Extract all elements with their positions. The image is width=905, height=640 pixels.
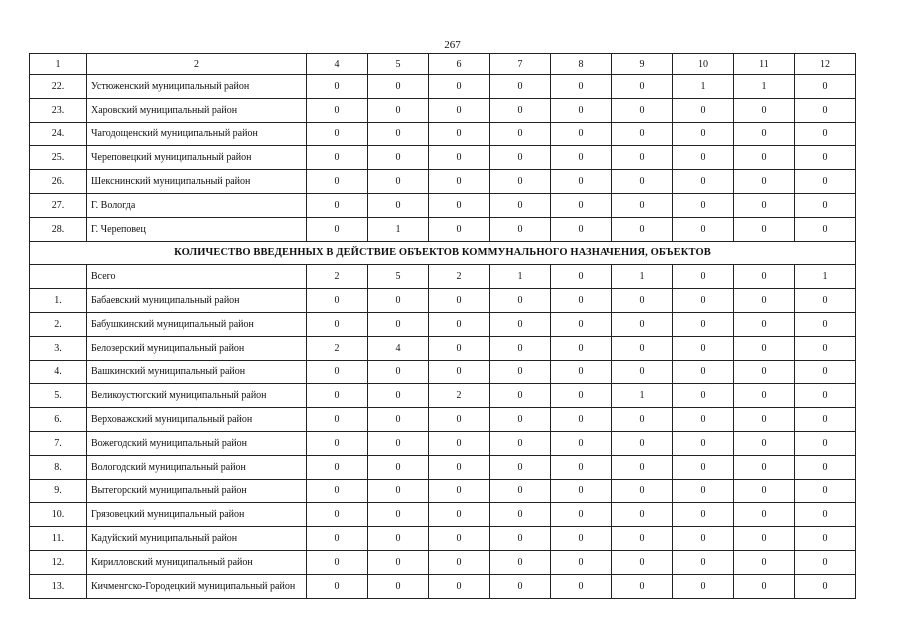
value-cell: 0 [490,170,551,194]
table-row [30,336,856,360]
district-name: Кирилловский муниципальный район [87,550,307,574]
table-row [30,98,856,122]
value-cell: 0 [368,75,429,99]
value-cell: 0 [795,170,856,194]
value-cell: 0 [551,384,612,408]
value-cell: 0 [368,527,429,551]
value-cell: 1 [612,265,673,289]
value-cell: 0 [795,289,856,313]
row-number: 12. [30,550,87,574]
value-cell: 0 [307,384,368,408]
value-cell: 0 [307,170,368,194]
table-row [30,170,856,194]
value-cell: 0 [673,98,734,122]
value-cell: 0 [490,312,551,336]
table-row [30,455,856,479]
column-number: 7 [490,54,551,75]
value-cell: 0 [551,170,612,194]
value-cell: 0 [551,408,612,432]
statistics-table [29,53,856,599]
value-cell: 0 [368,503,429,527]
value-cell: 0 [307,550,368,574]
row-number: 7. [30,431,87,455]
district-name: Верховажский муниципальный район [87,408,307,432]
value-cell: 0 [673,312,734,336]
value-cell: 0 [368,574,429,598]
value-cell: 0 [368,170,429,194]
value-cell: 0 [612,170,673,194]
value-cell: 0 [551,122,612,146]
row-number: 26. [30,170,87,194]
value-cell: 0 [307,574,368,598]
table-row [30,265,856,289]
value-cell: 0 [734,312,795,336]
value-cell: 0 [551,550,612,574]
value-cell: 0 [551,503,612,527]
district-name: Харовский муниципальный район [87,98,307,122]
value-cell: 0 [551,312,612,336]
value-cell: 0 [612,574,673,598]
value-cell: 0 [490,550,551,574]
row-number [30,265,87,289]
value-cell: 0 [734,455,795,479]
value-cell: 0 [612,360,673,384]
column-number-row [30,54,856,75]
value-cell: 0 [612,527,673,551]
value-cell: 0 [795,360,856,384]
value-cell: 0 [673,408,734,432]
value-cell: 0 [490,336,551,360]
table-row [30,289,856,313]
value-cell: 0 [612,75,673,99]
value-cell: 0 [612,408,673,432]
column-number: 12 [795,54,856,75]
value-cell: 0 [734,527,795,551]
value-cell: 0 [429,146,490,170]
district-name: Всего [87,265,307,289]
value-cell: 0 [673,193,734,217]
value-cell: 0 [490,193,551,217]
value-cell: 0 [734,360,795,384]
value-cell: 0 [429,217,490,241]
table-row [30,431,856,455]
row-number: 4. [30,360,87,384]
value-cell: 0 [734,170,795,194]
value-cell: 0 [673,574,734,598]
column-number: 5 [368,54,429,75]
value-cell: 0 [368,193,429,217]
section-header-row [30,241,856,265]
table-row [30,503,856,527]
value-cell: 0 [368,312,429,336]
value-cell: 0 [551,455,612,479]
value-cell: 0 [490,122,551,146]
value-cell: 0 [490,360,551,384]
value-cell: 4 [368,336,429,360]
value-cell: 0 [673,265,734,289]
value-cell: 0 [429,122,490,146]
value-cell: 0 [551,75,612,99]
value-cell: 0 [612,98,673,122]
table-row [30,408,856,432]
table-row [30,479,856,503]
value-cell: 0 [368,360,429,384]
value-cell: 0 [429,75,490,99]
value-cell: 0 [734,336,795,360]
value-cell: 0 [490,503,551,527]
district-name: Вашкинский муниципальный район [87,360,307,384]
value-cell: 0 [490,384,551,408]
value-cell: 0 [551,574,612,598]
value-cell: 0 [307,503,368,527]
value-cell: 0 [490,408,551,432]
value-cell: 2 [307,265,368,289]
value-cell: 0 [307,408,368,432]
value-cell: 0 [795,527,856,551]
value-cell: 1 [612,384,673,408]
value-cell: 0 [612,550,673,574]
value-cell: 0 [429,455,490,479]
value-cell: 0 [368,122,429,146]
value-cell: 0 [429,527,490,551]
value-cell: 1 [673,75,734,99]
value-cell: 0 [734,431,795,455]
value-cell: 0 [551,336,612,360]
value-cell: 0 [551,146,612,170]
value-cell: 0 [551,527,612,551]
value-cell: 0 [490,479,551,503]
value-cell: 0 [795,479,856,503]
value-cell: 0 [490,289,551,313]
value-cell: 0 [795,550,856,574]
table-row [30,193,856,217]
value-cell: 0 [429,336,490,360]
value-cell: 0 [307,312,368,336]
value-cell: 0 [368,98,429,122]
row-number: 13. [30,574,87,598]
value-cell: 0 [551,98,612,122]
value-cell: 0 [368,146,429,170]
district-name: Г. Вологда [87,193,307,217]
value-cell: 0 [490,98,551,122]
value-cell: 0 [795,146,856,170]
value-cell: 0 [795,431,856,455]
page-number: 267 [444,39,461,51]
value-cell: 0 [368,408,429,432]
value-cell: 0 [368,289,429,313]
value-cell: 0 [612,217,673,241]
value-cell: 0 [673,146,734,170]
value-cell: 0 [307,217,368,241]
value-cell: 0 [490,527,551,551]
value-cell: 0 [429,98,490,122]
row-number: 1. [30,289,87,313]
value-cell: 0 [673,217,734,241]
value-cell: 0 [734,384,795,408]
value-cell: 0 [551,289,612,313]
value-cell: 0 [429,360,490,384]
value-cell: 0 [612,503,673,527]
column-number: 10 [673,54,734,75]
value-cell: 0 [429,550,490,574]
table-row [30,574,856,598]
value-cell: 0 [429,574,490,598]
value-cell: 0 [307,289,368,313]
value-cell: 0 [490,455,551,479]
value-cell: 0 [307,527,368,551]
row-number: 28. [30,217,87,241]
value-cell: 0 [551,360,612,384]
value-cell: 0 [734,574,795,598]
value-cell: 0 [734,503,795,527]
value-cell: 0 [368,479,429,503]
row-number: 22. [30,75,87,99]
value-cell: 2 [307,336,368,360]
table-row [30,360,856,384]
value-cell: 0 [490,217,551,241]
row-number: 27. [30,193,87,217]
value-cell: 0 [673,479,734,503]
district-name: Череповецкий муниципальный район [87,146,307,170]
table-body [30,54,856,599]
column-number: 2 [87,54,307,75]
table-row [30,384,856,408]
value-cell: 0 [490,146,551,170]
value-cell: 0 [673,122,734,146]
value-cell: 0 [551,217,612,241]
value-cell: 0 [734,550,795,574]
value-cell: 0 [734,289,795,313]
district-name: Кадуйский муниципальный район [87,527,307,551]
value-cell: 0 [612,193,673,217]
value-cell: 0 [307,479,368,503]
value-cell: 2 [429,384,490,408]
value-cell: 0 [795,574,856,598]
value-cell: 0 [551,193,612,217]
row-number: 8. [30,455,87,479]
value-cell: 0 [368,455,429,479]
value-cell: 0 [734,408,795,432]
district-name: Г. Череповец [87,217,307,241]
value-cell: 0 [429,408,490,432]
value-cell: 0 [551,479,612,503]
value-cell: 0 [612,431,673,455]
district-name: Вологодский муниципальный район [87,455,307,479]
value-cell: 1 [490,265,551,289]
row-number: 25. [30,146,87,170]
value-cell: 0 [307,75,368,99]
value-cell: 0 [673,527,734,551]
value-cell: 1 [368,217,429,241]
row-number: 10. [30,503,87,527]
table-row [30,217,856,241]
value-cell: 0 [734,146,795,170]
value-cell: 0 [307,193,368,217]
row-number: 11. [30,527,87,551]
value-cell: 0 [612,122,673,146]
district-name: Кичменгско-Городецкий муниципальный район [87,574,307,598]
value-cell: 0 [734,479,795,503]
column-number: 1 [30,54,87,75]
value-cell: 0 [734,193,795,217]
value-cell: 0 [612,146,673,170]
value-cell: 0 [795,193,856,217]
value-cell: 0 [429,431,490,455]
column-number: 11 [734,54,795,75]
column-number: 8 [551,54,612,75]
value-cell: 0 [673,455,734,479]
value-cell: 1 [734,75,795,99]
value-cell: 0 [551,265,612,289]
district-name: Великоустюгский муниципальный район [87,384,307,408]
value-cell: 0 [612,336,673,360]
row-number: 6. [30,408,87,432]
value-cell: 0 [795,312,856,336]
value-cell: 1 [795,265,856,289]
value-cell: 0 [795,384,856,408]
district-name: Устюженский муниципальный район [87,75,307,99]
row-number: 5. [30,384,87,408]
table-row [30,527,856,551]
value-cell: 0 [734,265,795,289]
value-cell: 0 [612,455,673,479]
value-cell: 0 [307,146,368,170]
value-cell: 0 [673,550,734,574]
district-name: Бабаевский муниципальный район [87,289,307,313]
row-number: 2. [30,312,87,336]
value-cell: 0 [429,193,490,217]
table-row [30,146,856,170]
value-cell: 0 [551,431,612,455]
value-cell: 0 [368,384,429,408]
district-name: Чагодощенский муниципальный район [87,122,307,146]
value-cell: 0 [429,479,490,503]
value-cell: 0 [307,431,368,455]
value-cell: 0 [429,503,490,527]
section-title: КОЛИЧЕСТВО ВВЕДЕННЫХ В ДЕЙСТВИЕ ОБЪЕКТОВ КОММУНАЛЬНОГО НАЗНАЧЕНИЯ, ОБЪЕКТОВ [30,241,856,265]
table-row [30,75,856,99]
value-cell: 0 [734,98,795,122]
value-cell: 0 [795,455,856,479]
value-cell: 0 [734,122,795,146]
value-cell: 0 [734,217,795,241]
table-row [30,122,856,146]
value-cell: 0 [307,360,368,384]
table-row [30,550,856,574]
value-cell: 0 [795,408,856,432]
row-number: 3. [30,336,87,360]
value-cell: 0 [795,217,856,241]
column-number: 4 [307,54,368,75]
value-cell: 0 [490,75,551,99]
value-cell: 0 [795,122,856,146]
value-cell: 0 [368,431,429,455]
district-name: Бабушкинский муниципальный район [87,312,307,336]
value-cell: 0 [673,384,734,408]
value-cell: 0 [612,479,673,503]
value-cell: 0 [490,431,551,455]
value-cell: 0 [429,289,490,313]
value-cell: 0 [673,336,734,360]
column-number: 9 [612,54,673,75]
district-name: Вытегорский муниципальный район [87,479,307,503]
value-cell: 0 [429,170,490,194]
row-number: 9. [30,479,87,503]
value-cell: 0 [673,289,734,313]
district-name: Шекснинский муниципальный район [87,170,307,194]
column-number: 6 [429,54,490,75]
value-cell: 0 [307,455,368,479]
value-cell: 0 [368,550,429,574]
row-number: 23. [30,98,87,122]
value-cell: 0 [673,431,734,455]
value-cell: 0 [795,336,856,360]
district-name: Белозерский муниципальный район [87,336,307,360]
value-cell: 0 [612,289,673,313]
value-cell: 0 [795,98,856,122]
value-cell: 0 [490,574,551,598]
value-cell: 0 [673,503,734,527]
table-row [30,312,856,336]
value-cell: 0 [795,503,856,527]
value-cell: 0 [429,312,490,336]
value-cell: 0 [612,312,673,336]
value-cell: 0 [673,360,734,384]
value-cell: 0 [673,170,734,194]
district-name: Грязовецкий муниципальный район [87,503,307,527]
value-cell: 0 [307,98,368,122]
value-cell: 5 [368,265,429,289]
value-cell: 0 [307,122,368,146]
value-cell: 2 [429,265,490,289]
district-name: Вожегодский муниципальный район [87,431,307,455]
row-number: 24. [30,122,87,146]
value-cell: 0 [795,75,856,99]
